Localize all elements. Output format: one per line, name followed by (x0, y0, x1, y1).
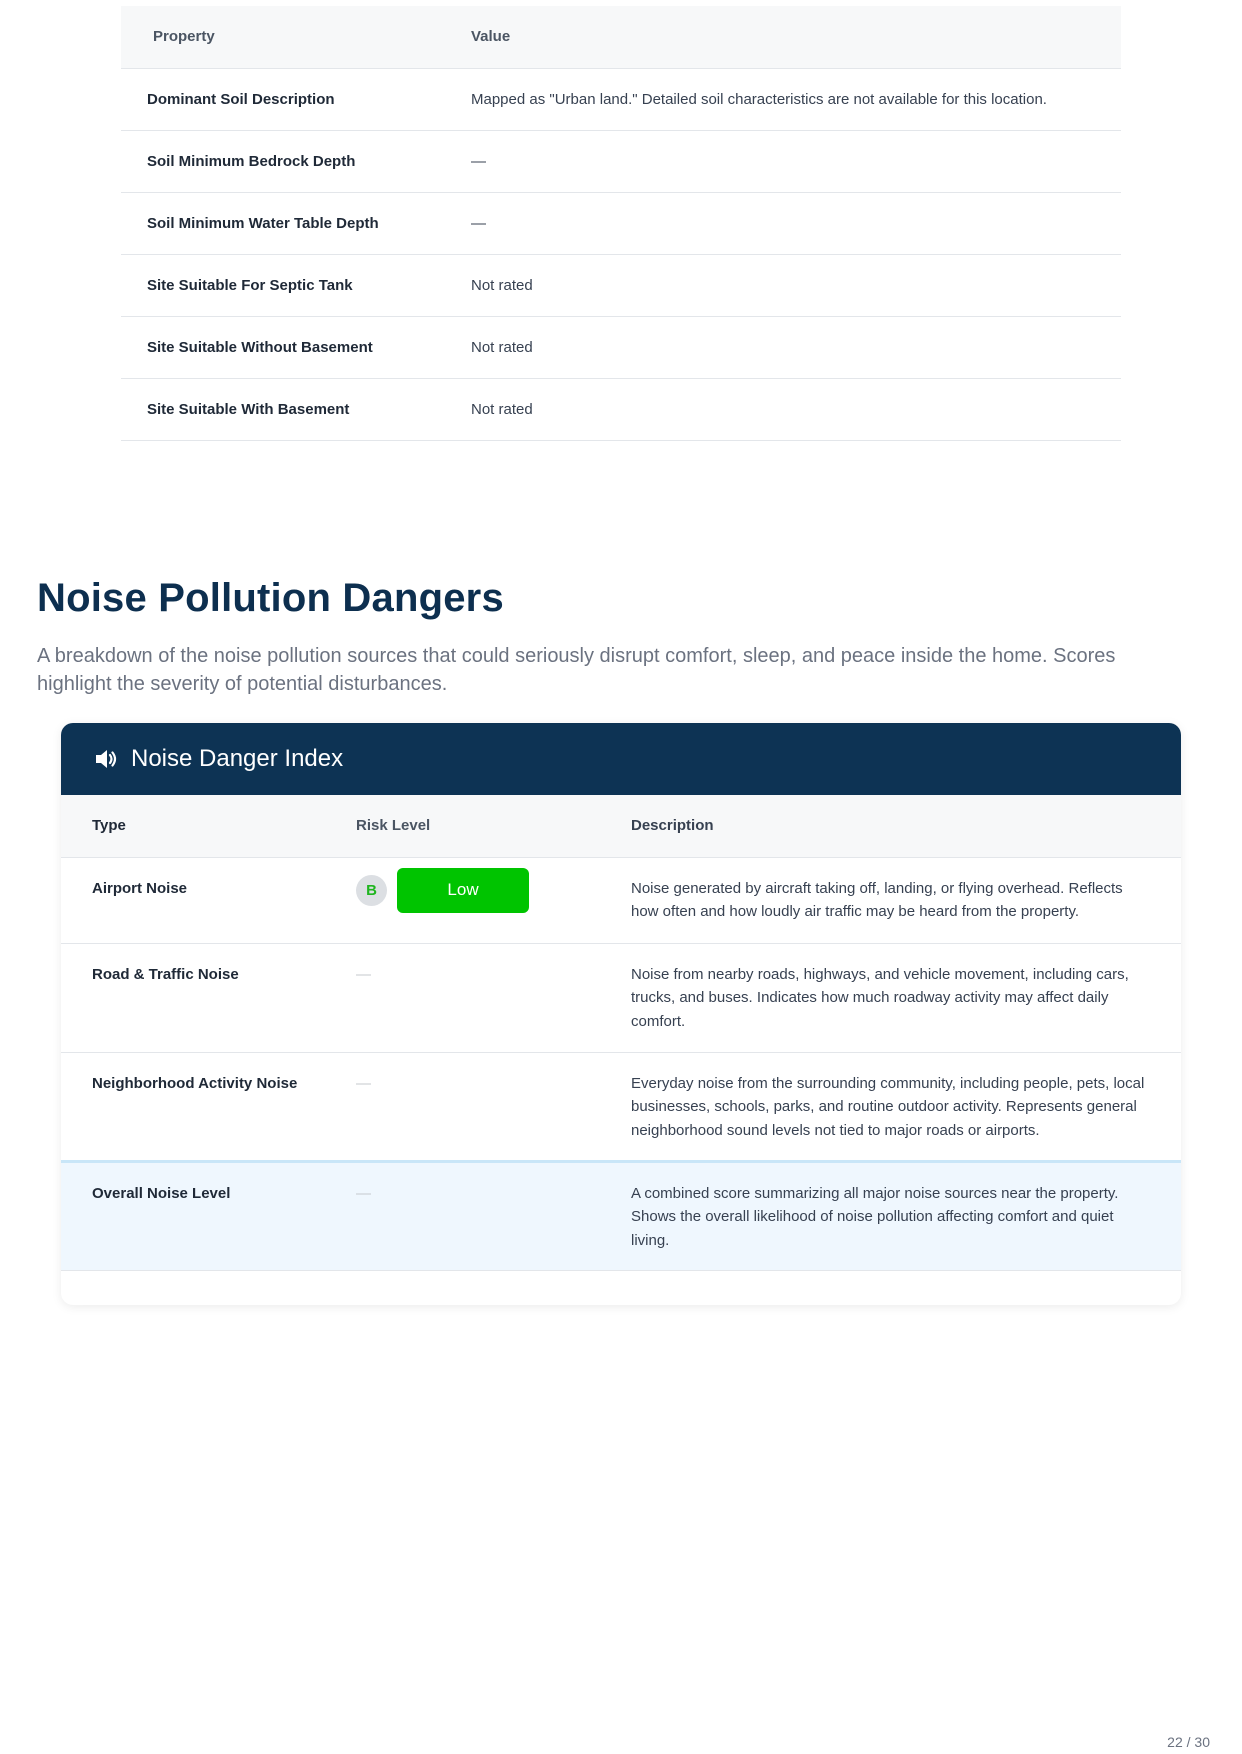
table-row (121, 192, 1121, 254)
card-header (61, 723, 1181, 795)
column-header-property: Property (121, 6, 471, 68)
column-header-description: Description (631, 795, 1181, 857)
risk-pill-low: Low (397, 868, 529, 913)
property-value: Not rated (471, 254, 1121, 316)
table-row (121, 254, 1121, 316)
noise-type: Neighborhood Activity Noise (61, 1052, 356, 1161)
section-title: Noise Pollution Dangers (37, 576, 504, 620)
noise-type: Road & Traffic Noise (61, 943, 356, 1052)
property-name: Soil Minimum Bedrock Depth (121, 130, 471, 192)
risk-level-cell (356, 857, 631, 943)
card-title: Noise Danger Index (131, 745, 344, 772)
speaker-icon (93, 746, 119, 772)
property-name: Soil Minimum Water Table Depth (121, 192, 471, 254)
column-header-value: Value (471, 6, 1121, 68)
table-header-row (61, 795, 1181, 857)
table-row-overall (61, 1161, 1181, 1270)
property-value: — (471, 192, 1121, 254)
risk-level: — (356, 943, 631, 1052)
table-row (121, 316, 1121, 378)
noise-type: Airport Noise (61, 857, 356, 943)
noise-danger-card (61, 723, 1181, 1305)
table-header-row (121, 6, 1121, 68)
risk-level: — (356, 1161, 631, 1270)
soil-properties-table (121, 6, 1121, 441)
noise-description: Noise from nearby roads, highways, and vehicle movement, including cars, trucks, and buses. Indicates how much roadway activity may affect daily comfort. (631, 943, 1181, 1052)
property-value: — (471, 130, 1121, 192)
grade-badge: B (356, 875, 387, 906)
noise-table (61, 795, 1181, 1271)
table-row (61, 943, 1181, 1052)
property-value: Not rated (471, 378, 1121, 440)
property-name: Dominant Soil Description (121, 68, 471, 130)
table-row (121, 130, 1121, 192)
section-description: A breakdown of the noise pollution sources that could seriously disrupt comfort, sleep, and peace inside the home. Scores highlight the severity of potential disturbances. (37, 645, 1116, 695)
risk-indicator (356, 868, 631, 913)
noise-description: Noise generated by aircraft taking off, landing, or flying overhead. Reflects how often and how loudly air traffic may be heard from the property. (631, 857, 1181, 943)
property-name: Site Suitable With Basement (121, 378, 471, 440)
table-row (61, 1052, 1181, 1161)
table-row (61, 857, 1181, 943)
property-name: Site Suitable Without Basement (121, 316, 471, 378)
property-value: Not rated (471, 316, 1121, 378)
table-row (121, 378, 1121, 440)
page-number: 22 / 30 (1167, 1734, 1210, 1750)
table-row (121, 68, 1121, 130)
column-header-type: Type (61, 795, 356, 857)
noise-type: Overall Noise Level (61, 1161, 356, 1270)
noise-description: Everyday noise from the surrounding community, including people, pets, local businesses, schools, parks, and routine outdoor activity. Represents general neighborhood sound levels not tied to major roads or airports. (631, 1052, 1181, 1161)
risk-level: — (356, 1052, 631, 1161)
noise-description: A combined score summarizing all major noise sources near the property. Shows the overall likelihood of noise pollution affecting comfort and quiet living. (631, 1161, 1181, 1270)
property-name: Site Suitable For Septic Tank (121, 254, 471, 316)
column-header-risk: Risk Level (356, 795, 631, 857)
property-value: Mapped as "Urban land." Detailed soil characteristics are not available for this location. (471, 68, 1121, 130)
